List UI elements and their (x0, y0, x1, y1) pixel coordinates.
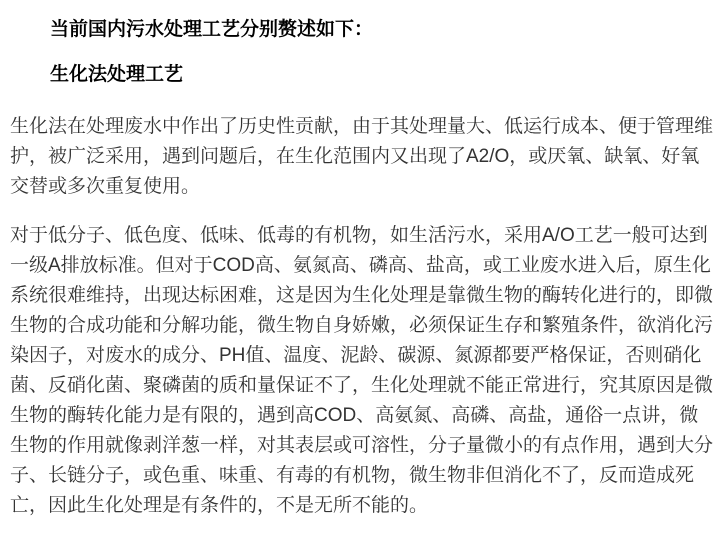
paragraph-biochemical-limitations: 对于低分子、低色度、低味、低毒的有机物，如生活污水，采用A/O工艺一般可达到一级A排放标准。但对于COD高、氨氮高、磷高、盐高，或工业废水进入后，原生化系统很难维持，出现达标困难，这是因为生化处理是靠微生物的酶转化进行的，即微生物的合成功能和分解功能，微生物自身娇嫩，必须保证生存和繁殖条件，欲消化污染因子，对废水的成分、PH值、温度、泥龄、碳源、氮源都要严格保证，否则硝化菌、反硝化菌、聚磷菌的质和量保证不了，生化处理就不能正常进行，究其原因是微生物的酶转化能力是有限的，遇到高COD、高氨氮、高磷、高盐，通俗一点讲，微生物的作用就像剥洋葱一样，对其表层或可溶性，分子量微小的有点作用，遇到大分子、长链分子，或色重、味重、有毒的有机物，微生物非但消化不了，反而造成死亡，因此生化处理是有条件的，不是无所不能的。 (10, 225, 714, 516)
paragraph-biochemical-history: 生化法在处理废水中作出了历史性贡献，由于其处理量大、低运行成本、便于管理维护，被广泛采用，遇到问题后，在生化范围内又出现了A2/O，或厌氧、缺氧、好氧交替或多次重复使用。 (10, 116, 714, 197)
section-heading-biochemical-process: 生化法处理工艺 (50, 64, 184, 85)
intro-heading: 当前国内污水处理工艺分别赘述如下： (50, 19, 374, 40)
